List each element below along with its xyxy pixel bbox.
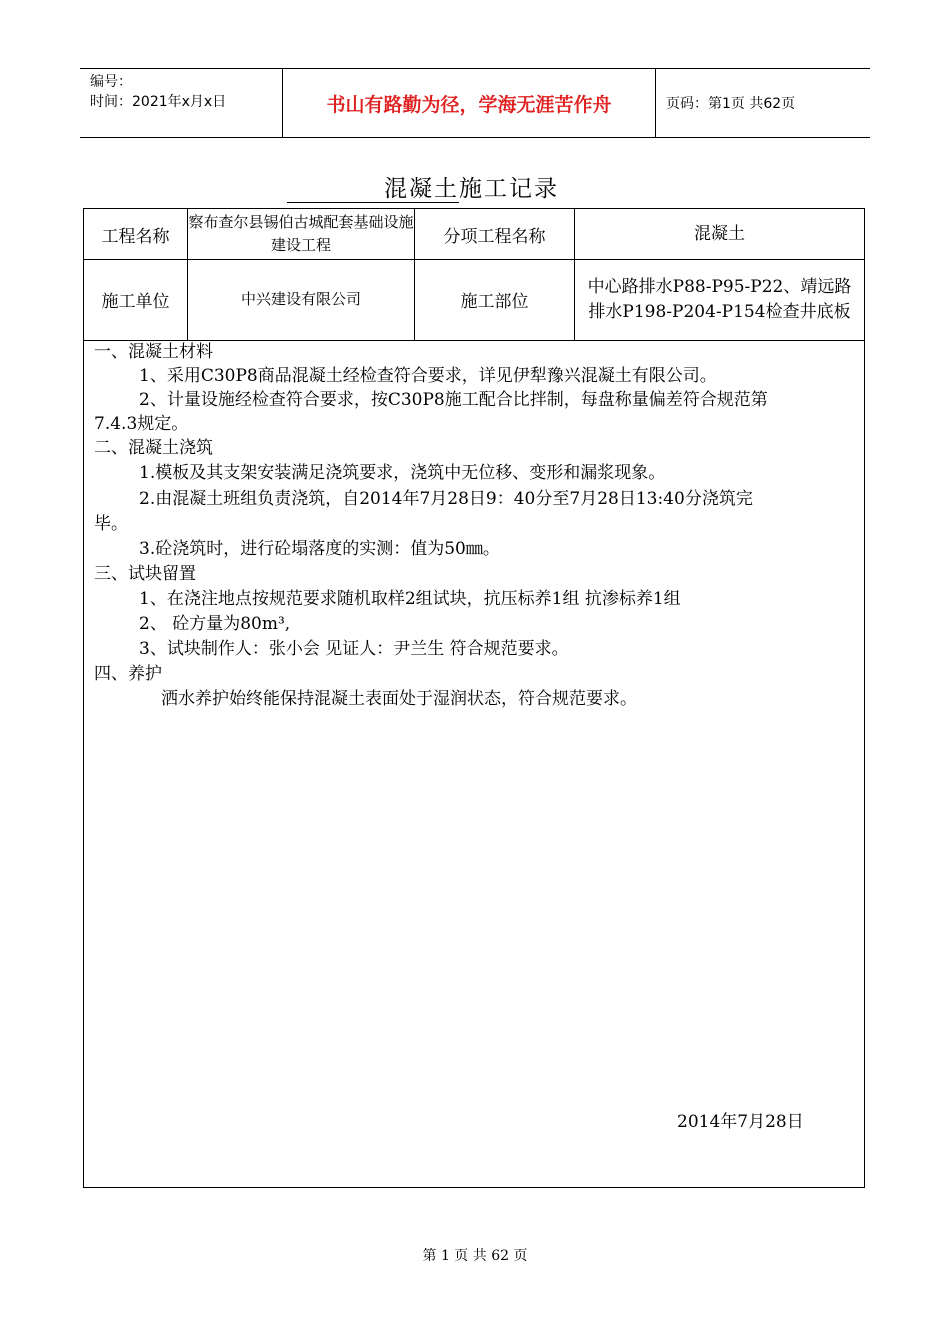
section-materials-title: 一、混凝土材料 [94, 342, 213, 362]
motto: 书山有路勤为径，学海无涯苦作舟 [282, 69, 656, 137]
pouring-line-2: 2.由混凝土班组负责浇筑，自2014年7月28日9：40分至7月28日13:40分浇筑完 [139, 489, 753, 509]
table-row [84, 259, 864, 341]
sub-project-label: 分项工程名称 [415, 209, 575, 259]
pouring-line-2-cont: 毕。 [94, 514, 128, 534]
curing-line-1: 洒水养护始终能保持混凝土表面处于湿润状态，符合规范要求。 [161, 689, 637, 709]
page-footer: 第 1 页 共 62 页 [422, 1248, 528, 1264]
location-label: 施工部位 [415, 259, 575, 340]
record-table [83, 208, 865, 1188]
project-name-value: 察布查尔县锡伯古城配套基础设施建设工程 [188, 209, 415, 259]
number-label: 编号： [90, 74, 132, 90]
title-blank-line [287, 176, 384, 203]
section-specimen-title: 三、试块留置 [94, 564, 196, 584]
table-row [84, 209, 864, 260]
specimen-line-2: 2、 砼方量为80m³, [139, 614, 291, 634]
pouring-line-1: 1.模板及其支架安装满足浇筑要求，浇筑中无位移、变形和漏浆现象。 [139, 463, 666, 483]
time-label: 时间：2021年x月x日 [90, 94, 227, 110]
pouring-line-3: 3.砼浇筑时，进行砼塌落度的实测：值为50㎜。 [139, 539, 500, 559]
specimen-line-3: 3、试块制作人：张小会 见证人：尹兰生 符合规范要求。 [139, 639, 569, 659]
project-name-label: 工程名称 [84, 209, 188, 259]
section-pouring-title: 二、混凝土浇筑 [94, 438, 213, 458]
contractor-label: 施工单位 [84, 259, 188, 340]
page-title [287, 170, 627, 204]
location-value: 中心路排水P88-P95-P22、靖远路排水P198-P204-P154检查井底板 [587, 276, 852, 322]
title-main: 混凝土 [384, 176, 459, 202]
record-date: 2014年7月28日 [677, 1112, 804, 1132]
section-curing-title: 四、养护 [94, 664, 162, 684]
materials-line-2-cont: 7.4.3规定。 [94, 414, 189, 434]
header-meta [80, 69, 282, 137]
contractor-value: 中兴建设有限公司 [188, 259, 415, 340]
materials-line-2: 2、计量设施经检查符合要求，按C30P8施工配合比拌制，每盘称量偏差符合规范第 [139, 390, 768, 410]
header-page-info: 页码：第1页 共62页 [666, 96, 796, 112]
title-suffix: 施工记录 [459, 176, 559, 202]
specimen-line-1: 1、在浇注地点按规范要求随机取样2组试块，抗压标养1组 抗渗标养1组 [139, 589, 681, 609]
sub-project-value: 混凝土 [694, 223, 745, 244]
materials-line-1: 1、采用C30P8商品混凝土经检查符合要求，详见伊犁豫兴混凝土有限公司。 [139, 366, 717, 386]
document-header [80, 68, 870, 138]
